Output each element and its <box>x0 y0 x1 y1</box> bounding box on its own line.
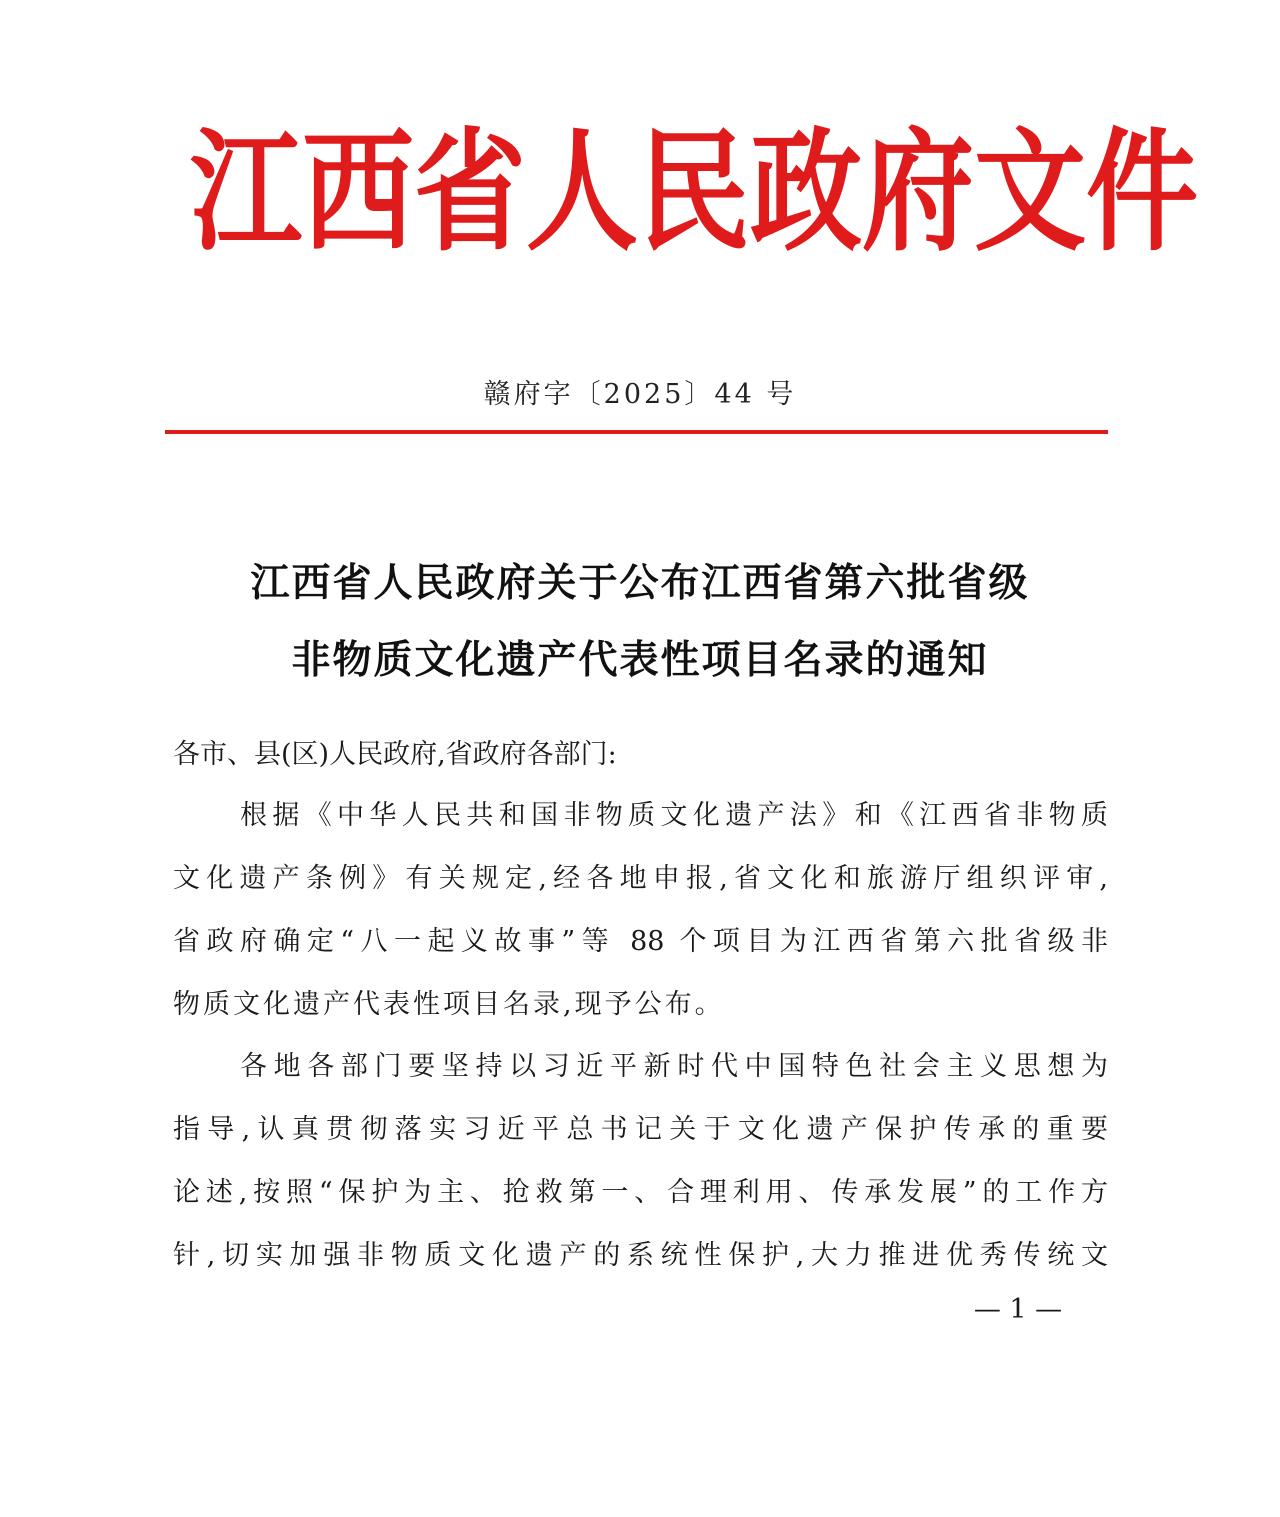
document-number: 赣府字〔2025〕44 号 <box>483 379 797 410</box>
issuer-char: 政 <box>750 116 862 270</box>
document-title-line-1: 江西省人民政府关于公布江西省第六批省级 <box>250 560 1030 606</box>
body-line: 论述,按照“保护为主、抢救第一、合理利用、传承发展”的工作方 <box>173 1177 1108 1208</box>
body-line: 针,切实加强非物质文化遗产的系统性保护,大力推进优秀传统文 <box>173 1240 1108 1271</box>
body-line: 文化遗产条例》有关规定,经各地申报,省文化和旅游厅组织评审, <box>173 863 1108 894</box>
issuer-char: 人 <box>526 116 638 270</box>
issuer-char: 西 <box>302 116 414 270</box>
issuer-char: 文 <box>974 116 1086 270</box>
body-line: 根据《中华人民共和国非物质文化遗产法》和《江西省非物质 <box>240 800 1108 831</box>
page-number: — 1 — <box>973 1294 1063 1325</box>
issuer-char: 府 <box>862 116 974 270</box>
salutation: 各市、县(区)人民政府,省政府各部门: <box>173 739 617 770</box>
issuer-char: 省 <box>414 116 526 270</box>
issuer-char: 江 <box>190 116 302 270</box>
body-line: 各地各部门要坚持以习近平新时代中国特色社会主义思想为 <box>240 1051 1108 1082</box>
issuer-heading <box>190 105 1198 282</box>
body-line: 省政府确定“八一起义故事”等 88 个项目为江西省第六批省级非 <box>173 926 1108 957</box>
issuer-char: 民 <box>638 116 750 270</box>
body-line: 物质文化遗产代表性项目名录,现予公布。 <box>173 989 725 1020</box>
issuer-char: 件 <box>1086 116 1198 270</box>
document-title-line-2: 非物质文化遗产代表性项目名录的通知 <box>291 637 989 683</box>
red-separator-line <box>165 430 1108 434</box>
body-line: 指导,认真贯彻落实习近平总书记关于文化遗产保护传承的重要 <box>173 1114 1108 1145</box>
